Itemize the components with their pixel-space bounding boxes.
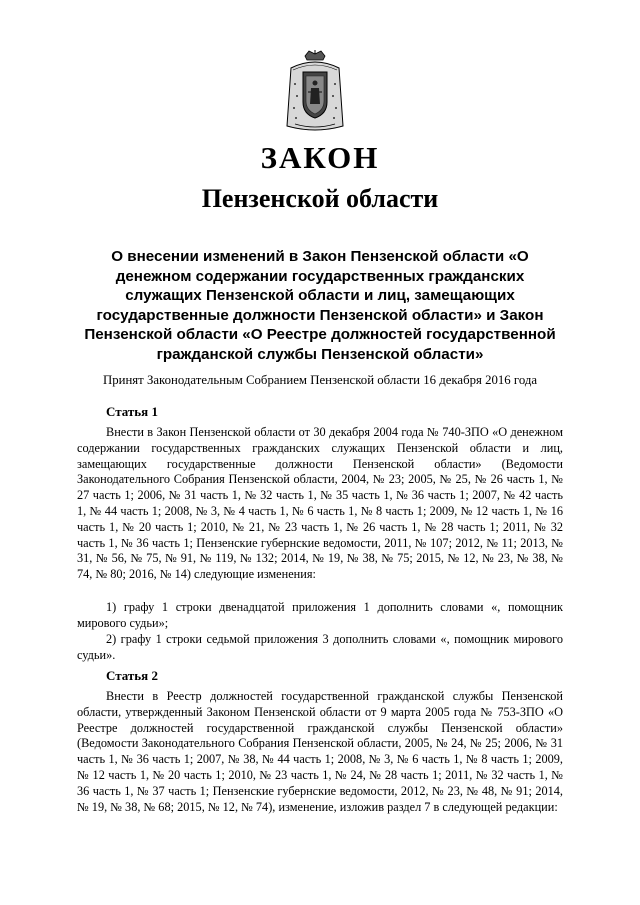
article-2-text: Внести в Реестр должностей государственной гражданской службы Пензенской области, утвержденный Законом Пензенской области от 9 марта 2005 года № 753-ЗПО «О Реестре должностей государственной гражданской службы Пензенской области» (Ведомости Законодательного Собрания Пензенской области, 2005, № 24, № 25; 2006, № 31 часть 1, № 36 часть 1; 2007, № 38, № 44 часть 1; 2008, № 3, № 6 часть 1, № 8 часть 1; 2009, № 12 часть 1, № 20 часть 1; 2010, № 23 часть 1, № 24, № 28 часть 1; 2011, № 32 часть 1, № 36 часть 1, № 37 часть 1; Пензенские губернские ведомости, 2012, № 23, № 48, № 91; 2014, № 19, № 38, № 68; 2015, № 12, № 74), изменение, изложив раздел 7 в следующей редакции: xyxy=(77,689,563,814)
article-1-item-1: 1) графу 1 строки двенадцатой приложения 1 дополнить словами «, помощник мирового судьи»; xyxy=(77,600,563,630)
article-1-item-2: 2) графу 1 строки седьмой приложения 3 дополнить словами «, помощник мирового судьи». xyxy=(77,632,563,662)
document-title: ЗАКОН xyxy=(260,140,380,175)
article-1-text: Внести в Закон Пензенской области от 30 декабря 2004 года № 740-ЗПО «О денежном содержании государственных гражданских служащих Пензенской области и лиц, замещающих государственные должности Пензенской области» (Ведомости Законодательного Собрания Пензенской области, 2004, № 23; 2005, № 25, № 26 часть 1, № 27 часть 1; 2006, № 31 часть 1, № 32 часть 1, № 35 часть 1, № 36 часть 1; 2007, № 42 часть 1, № 44 часть 1; 2008, № 3, № 4 часть 1, № 6 часть 1, № 8 часть 1; 2009, № 12 часть 1, № 16 часть 1, № 20 часть 1; 2010, № 21, № 23 часть 1, № 26 часть 1, № 28 часть 1; 2011, № 32 часть 1, № 36 часть 1; Пензенские губернские ведомости, 2011, № 107; 2012, № 11; 2013, № 31, № 56, № 75, № 91, № 119, № 132; 2014, № 19, № 38, № 75; 2015, № 12, № 23, № 38, № 74, № 80; 2016, № 14) следующие изменения: xyxy=(77,425,563,582)
article-1-title: Статья 1 xyxy=(106,404,158,419)
adoption-line: Принят Законодательным Собранием Пензенской области 16 декабря 2016 года xyxy=(102,373,538,387)
coat-of-arms-icon xyxy=(283,50,347,134)
document-subtitle: Пензенской области xyxy=(201,184,439,213)
article-2-title: Статья 2 xyxy=(106,668,158,683)
law-name-heading: О внесении изменений в Закон Пензенской области «О денежном содержании государственных гражданских служащих Пензенской области и лиц, замещающих государственные должности Пензенской области» и Закон Пензенской области «О Реестре должностей государственной гражданской службы Пензенской области» xyxy=(84,248,556,363)
